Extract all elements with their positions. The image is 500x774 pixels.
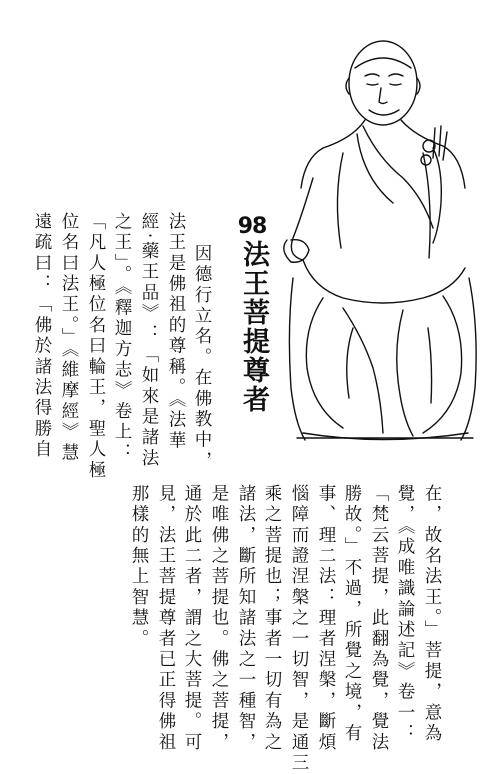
text-column-upper-1: 因德行立名。在佛教中，	[192, 244, 212, 472]
text-column-lower-11: 見，法王菩提尊者已正得佛祖	[156, 484, 176, 754]
text-column-lower-2: 覺，《成唯識論述記》卷一：	[395, 484, 415, 745]
text-column-lower-8: 諸法，斷所知諸法之一種智，	[236, 484, 256, 754]
text-column-lower-1: 在，故名法王。」菩提，意為	[422, 484, 442, 745]
text-column-lower-10: 通於此二者，謂之大菩提。可	[182, 484, 202, 754]
text-column-upper-7: 遠疏曰：「佛於諸法得勝自	[32, 212, 52, 461]
text-column-lower-9: 是唯佛之菩提也。佛之菩提，	[209, 484, 229, 754]
arhat-figure-drawing	[283, 28, 483, 448]
text-column-lower-6: 惱障而證涅槃之一切智，是通三	[289, 484, 309, 774]
text-column-lower-5: 事、理二法：理者涅槃，斷煩	[316, 484, 336, 754]
arhat-illustration	[283, 28, 483, 448]
text-column-upper-6: 位名曰法王。」《維摩經》慧	[59, 212, 79, 464]
text-column-lower-7: 乘之菩提也；事者一切有為之	[262, 484, 282, 754]
text-column-upper-2: 法王是佛祖的尊稱。《法華	[166, 212, 186, 452]
text-column-upper-4: 之王」。《釋迦方志》卷上：	[112, 212, 132, 464]
text-column-lower-12: 那樣的無上智慧。	[129, 484, 149, 650]
text-column-upper-5: 「凡人極位名曰輪王，聖人極	[86, 212, 106, 482]
text-column-upper-3: 經‧藥王品》：「如來是諸法	[139, 212, 159, 470]
text-column-lower-4: 勝故。」不過，所覺之境，有	[342, 484, 362, 745]
text-column-lower-3: 「梵云菩提，此翻為覺，覺法	[369, 484, 389, 754]
entry-number: 98	[237, 214, 267, 239]
entry-title: 法王菩提尊者	[238, 240, 269, 414]
